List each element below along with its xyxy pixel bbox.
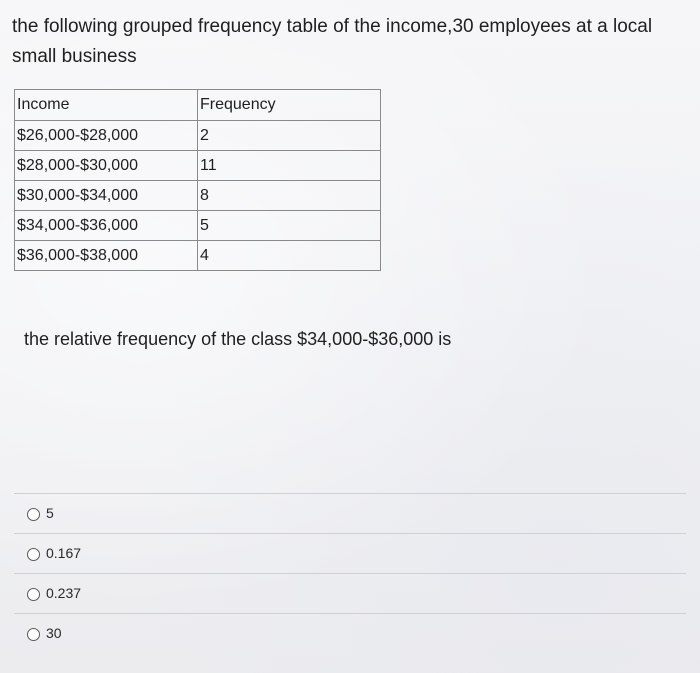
answer-label: 5: [46, 505, 54, 521]
question-text: the following grouped frequency table of the income,30 employees at a local small business: [12, 16, 653, 67]
frequency-cell: 4: [198, 241, 381, 271]
frequency-table: [14, 89, 381, 271]
table-row: [15, 121, 381, 151]
income-cell: $36,000-$38,000: [15, 241, 198, 271]
radio-button[interactable]: [27, 508, 40, 521]
frequency-column-header: Frequency: [198, 90, 381, 121]
answer-label: 30: [46, 625, 62, 641]
income-column-header: Income: [15, 90, 198, 121]
sub-question-text: the relative frequency of the class $34,000-$36,000 is: [24, 329, 452, 349]
table-header-row: [15, 90, 381, 121]
table-row: [15, 211, 381, 241]
frequency-cell: 8: [198, 181, 381, 211]
table-row: [15, 241, 381, 271]
income-cell: $26,000-$28,000: [15, 121, 198, 151]
radio-button[interactable]: [27, 588, 40, 601]
answer-option-0-167[interactable]: [14, 533, 686, 573]
table-row: [15, 181, 381, 211]
answer-label: 0.167: [46, 545, 82, 561]
answer-option-0-237[interactable]: [14, 573, 686, 613]
income-cell: $34,000-$36,000: [15, 211, 198, 241]
answer-option-30[interactable]: [14, 613, 686, 653]
frequency-cell: 5: [198, 211, 381, 241]
radio-button[interactable]: [27, 628, 40, 641]
income-cell: $30,000-$34,000: [15, 181, 198, 211]
answer-label: 0.237: [46, 585, 82, 601]
table-row: [15, 151, 381, 181]
frequency-cell: 2: [198, 121, 381, 151]
frequency-cell: 11: [198, 151, 381, 181]
answer-options: [0, 493, 700, 653]
radio-button[interactable]: [27, 548, 40, 561]
answer-option-5[interactable]: [14, 493, 686, 533]
income-cell: $28,000-$30,000: [15, 151, 198, 181]
